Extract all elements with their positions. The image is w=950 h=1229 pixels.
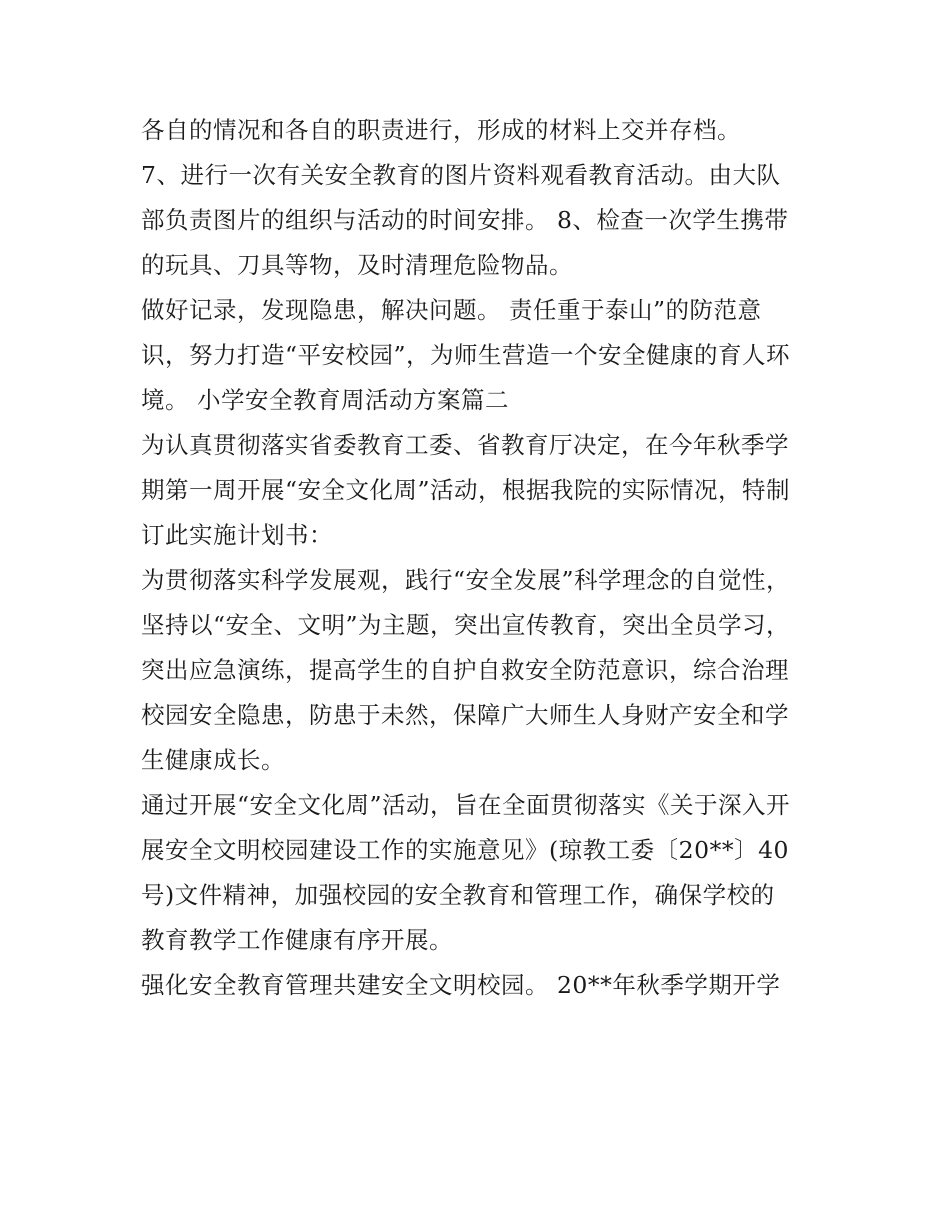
text-line: 强化安全教育管理共建安全文明校园。 20**年秋季学期开学 <box>141 971 781 999</box>
text-line: 号)文件精神，加强校园的安全教育和管理工作，确保学校的 <box>141 881 775 909</box>
text-line: 校园安全隐患，防患于未然，保障广大师生人身财产安全和学 <box>141 701 789 729</box>
text-line: 的玩具、刀具等物，及时清理危险物品。 <box>141 251 573 279</box>
text-line: 订此实施计划书： <box>141 521 333 549</box>
text-line: 识，努力打造“平安校园”，为师生营造一个安全健康的育人环 <box>141 341 791 369</box>
text-line: 突出应急演练，提高学生的自护自救安全防范意识，综合治理 <box>141 656 789 684</box>
text-line: 通过开展“安全文化周”活动，旨在全面贯彻落实《关于深入开 <box>141 791 791 819</box>
text-line: 展安全文明校园建设工作的实施意见》(琼教工委〔20**〕40 <box>141 836 789 864</box>
text-line: 教育教学工作健康有序开展。 <box>141 926 453 954</box>
text-line: 期第一周开展“安全文化周”活动，根据我院的实际情况，特制 <box>141 476 791 504</box>
text-line: 生健康成长。 <box>141 746 285 774</box>
text-line: 为贯彻落实科学发展观，践行“安全发展”科学理念的自觉性， <box>141 566 791 594</box>
text-line: 各自的情况和各自的职责进行，形成的材料上交并存档。 <box>141 116 741 144</box>
document-body <box>141 108 821 1008</box>
text-line: 为认真贯彻落实省委教育工委、省教育厅决定，在今年秋季学 <box>141 431 789 459</box>
text-line: 做好记录，发现隐患，解决问题。 责任重于泰山”的防范意 <box>141 296 762 324</box>
text-line: 境。 小学安全教育周活动方案篇二 <box>141 386 509 414</box>
text-line: 坚持以“安全、文明”为主题，突出宣传教育，突出全员学习， <box>141 611 791 639</box>
text-line: 7、进行一次有关安全教育的图片资料观看教育活动。由大队 <box>141 161 781 189</box>
text-line: 部负责图片的组织与活动的时间安排。 8、检查一次学生携带 <box>141 206 789 234</box>
